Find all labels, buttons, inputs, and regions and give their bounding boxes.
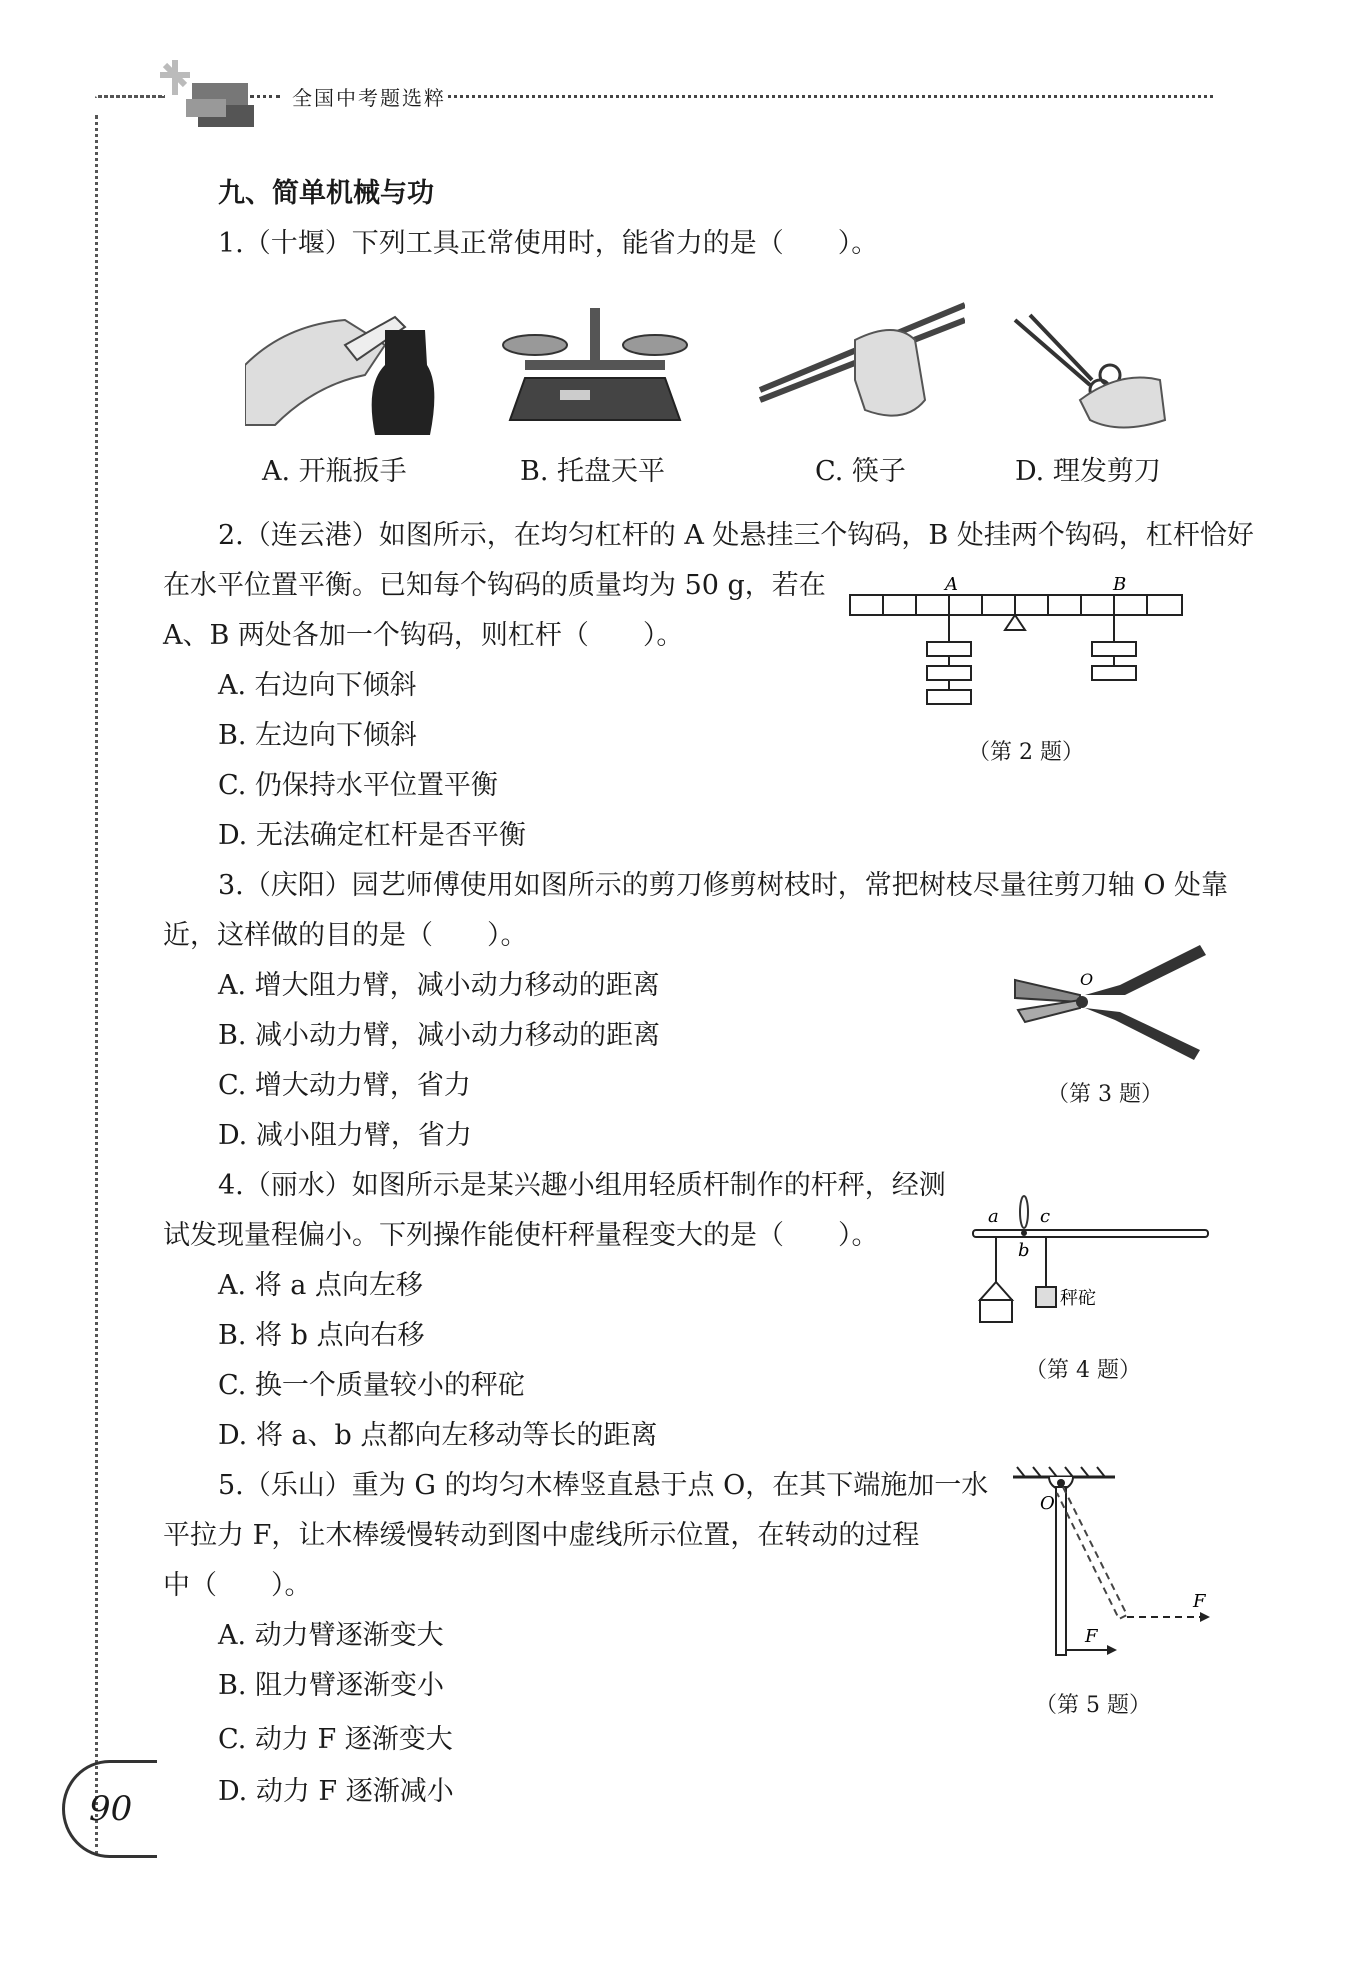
- section-title: 九、简单机械与功: [218, 178, 434, 209]
- q4-line-2: 试发现量程偏小。下列操作能使杆秤量程变大的是（ ）。: [163, 1220, 879, 1251]
- q1-stem: 1.（十堰）下列工具正常使用时，能省力的是（ ）。: [218, 228, 879, 259]
- q1-option-b: B. 托盘天平: [520, 456, 666, 487]
- q5-option-c: C. 动力 F 逐渐变大: [218, 1724, 453, 1755]
- q2-caption: （第 2 题）: [968, 740, 1084, 765]
- balance-scale-image: [500, 300, 690, 435]
- q3-option-c: C. 增大动力臂，省力: [218, 1070, 471, 1101]
- q1-option-d: D. 理发剪刀: [1015, 456, 1161, 487]
- q3-option-a: A. 增大阻力臂，减小动力移动的距离: [218, 970, 660, 1001]
- q3-caption: （第 3 题）: [1047, 1082, 1163, 1107]
- q4-option-b: B. 将 b 点向右移: [218, 1320, 425, 1351]
- q2-line-2: 在水平位置平衡。已知每个钩码的质量均为 50 g，若在: [163, 570, 826, 601]
- q3-option-b: B. 减小动力臂，减小动力移动的距离: [218, 1020, 661, 1051]
- q5-option-a: A. 动力臂逐渐变大: [218, 1620, 444, 1651]
- q5-option-d: D. 动力 F 逐渐减小: [218, 1776, 454, 1807]
- q5-line-2: 平拉力 F，让木棒缓慢转动到图中虚线所示位置，在转动的过程: [163, 1520, 920, 1551]
- q5-rod-figure: [1005, 1465, 1215, 1665]
- q3-line-1: 3.（庆阳）园艺师傅使用如图所示的剪刀修剪树枝时，常把树枝尽量往剪刀轴 O 处靠: [218, 870, 1229, 901]
- q5-label-f-lower: F: [1085, 1626, 1098, 1647]
- q2-option-d: D. 无法确定杠杆是否平衡: [218, 820, 526, 851]
- q5-label-f-upper: F: [1193, 1591, 1206, 1612]
- margin-border: [95, 115, 98, 1855]
- hair-scissors-image: [1010, 310, 1170, 435]
- header-rule: [448, 95, 1213, 98]
- q2-option-b: B. 左边向下倾斜: [218, 720, 418, 751]
- header-title: 全国中考题选粹: [292, 86, 446, 110]
- q2-line-3: A、B 两处各加一个钩码，则杠杆（ ）。: [163, 620, 684, 651]
- header-rule-left: [250, 95, 280, 98]
- q2-lever-figure: [845, 570, 1185, 720]
- q2-label-a: A: [945, 574, 958, 595]
- q3-option-d: D. 减小阻力臂，省力: [218, 1120, 472, 1151]
- q4-option-a: A. 将 a 点向左移: [218, 1270, 423, 1301]
- q4-caption: （第 4 题）: [1025, 1358, 1141, 1383]
- q5-line-1: 5.（乐山）重为 G 的均匀木棒竖直悬于点 O，在其下端施加一水: [218, 1470, 989, 1501]
- q2-line-1: 2.（连云港）如图所示，在均匀杠杆的 A 处悬挂三个钩码，B 处挂两个钩码，杠杆恰好: [218, 520, 1254, 551]
- bottle-opener-image: [245, 305, 435, 435]
- q2-label-b: B: [1113, 574, 1127, 595]
- chopsticks-image: [755, 300, 965, 435]
- q1-option-c: C. 筷子: [815, 456, 906, 487]
- margin-border-top: [95, 95, 165, 98]
- q4-label-b: b: [1018, 1240, 1030, 1261]
- page-number: 90: [89, 1789, 133, 1829]
- q5-caption: （第 5 题）: [1035, 1693, 1151, 1718]
- q2-option-a: A. 右边向下倾斜: [218, 670, 417, 701]
- q4-steelyard-figure: [968, 1192, 1213, 1327]
- q3-label-o: O: [1080, 970, 1094, 989]
- q3-line-2: 近，这样做的目的是（ ）。: [163, 920, 528, 951]
- q4-line-1: 4.（丽水）如图所示是某兴趣小组用轻质杆制作的杆秤，经测: [218, 1170, 946, 1201]
- q5-option-b: B. 阻力臂逐渐变小: [218, 1670, 445, 1701]
- q5-line-3: 中（ ）。: [163, 1570, 312, 1601]
- q4-label-c: c: [1040, 1206, 1051, 1227]
- q1-option-a: A. 开瓶扳手: [262, 456, 407, 487]
- q4-label-a: a: [988, 1206, 999, 1227]
- q5-label-o: O: [1040, 1493, 1055, 1514]
- q4-label-weight: 秤砣: [1060, 1288, 1096, 1309]
- header-logo: [150, 55, 260, 135]
- page-number-badge: [62, 1760, 157, 1858]
- q2-option-c: C. 仍保持水平位置平衡: [218, 770, 498, 801]
- q3-garden-shears-figure: [1010, 940, 1210, 1065]
- q4-option-c: C. 换一个质量较小的秤砣: [218, 1370, 525, 1401]
- q4-option-d: D. 将 a、b 点都向左移动等长的距离: [218, 1420, 658, 1451]
